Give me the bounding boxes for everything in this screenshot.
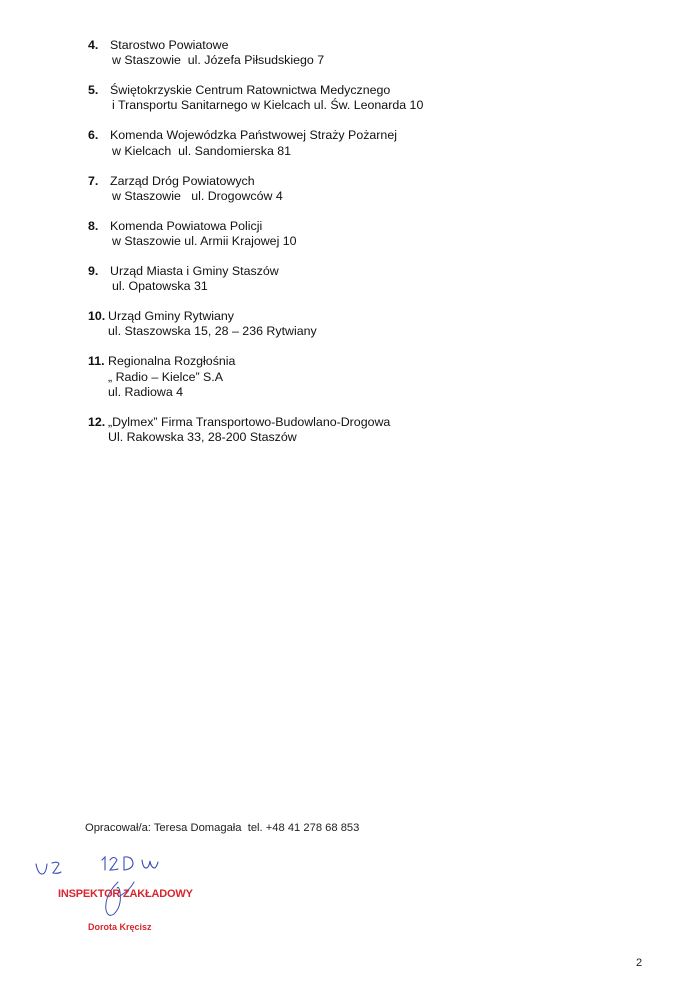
item-line: Komenda Wojewódzka Państwowej Straży Pożarnej — [110, 128, 397, 143]
item-line: w Staszowie ul. Drogowców 4 — [112, 188, 283, 203]
list-item — [88, 264, 668, 295]
item-number: 6. — [88, 128, 99, 143]
list-item — [88, 309, 668, 340]
item-line: Regionalna Rozgłośnia — [108, 354, 236, 369]
list-item — [88, 128, 668, 159]
stamp-name: Dorota Kręcisz — [88, 922, 152, 932]
item-number: 10. — [88, 309, 106, 324]
list-item — [88, 174, 668, 205]
item-line: Komenda Powiatowa Policji — [110, 218, 263, 233]
recipient-list — [88, 38, 668, 460]
item-number: 8. — [88, 218, 99, 233]
item-number: 7. — [88, 173, 99, 188]
list-item — [88, 38, 668, 69]
item-number: 5. — [88, 83, 99, 98]
item-line: „Dylmex” Firma Transportowo-Budowlano-Drogowa — [108, 414, 391, 429]
list-item — [88, 219, 668, 250]
item-line: w Staszowie ul. Józefa Piłsudskiego 7 — [112, 53, 325, 68]
item-number: 9. — [88, 263, 99, 278]
item-line: Zarząd Dróg Powiatowych — [110, 173, 255, 188]
item-line: ul. Staszowska 15, 28 – 236 Rytwiany — [108, 324, 317, 339]
stamp-title: INSPEKTOR ZAKŁADOWY — [58, 888, 193, 900]
item-line: „ Radio – Kielce” S.A — [108, 369, 224, 384]
item-line: ul. Radiowa 4 — [108, 384, 184, 399]
item-number: 4. — [88, 38, 99, 52]
list-item — [88, 354, 668, 400]
item-line: Ul. Rakowska 33, 28-200 Staszów — [108, 430, 297, 445]
item-line: Urząd Miasta i Gminy Staszów — [110, 263, 279, 278]
item-line: Urząd Gminy Rytwiany — [108, 309, 234, 324]
item-line: Starostwo Powiatowe — [110, 38, 229, 52]
signature-stamp — [30, 852, 250, 942]
item-line: ul. Opatowska 31 — [112, 279, 208, 294]
item-line: w Staszowie ul. Armii Krajowej 10 — [112, 234, 297, 249]
item-line: w Kielcach ul. Sandomierska 81 — [112, 143, 292, 158]
list-item — [88, 83, 668, 114]
item-line: i Transportu Sanitarnego w Kielcach ul. Św. Leonarda 10 — [112, 98, 424, 113]
prepared-by-note: Opracował/a: Teresa Domagała tel. +48 41 278 68 853 — [85, 822, 360, 834]
item-line: Świętokrzyskie Centrum Ratownictwa Medycznego — [110, 83, 391, 98]
item-number: 12. — [88, 414, 106, 429]
page-number: 2 — [636, 957, 643, 969]
item-number: 11. — [88, 354, 105, 369]
list-item — [88, 415, 668, 446]
